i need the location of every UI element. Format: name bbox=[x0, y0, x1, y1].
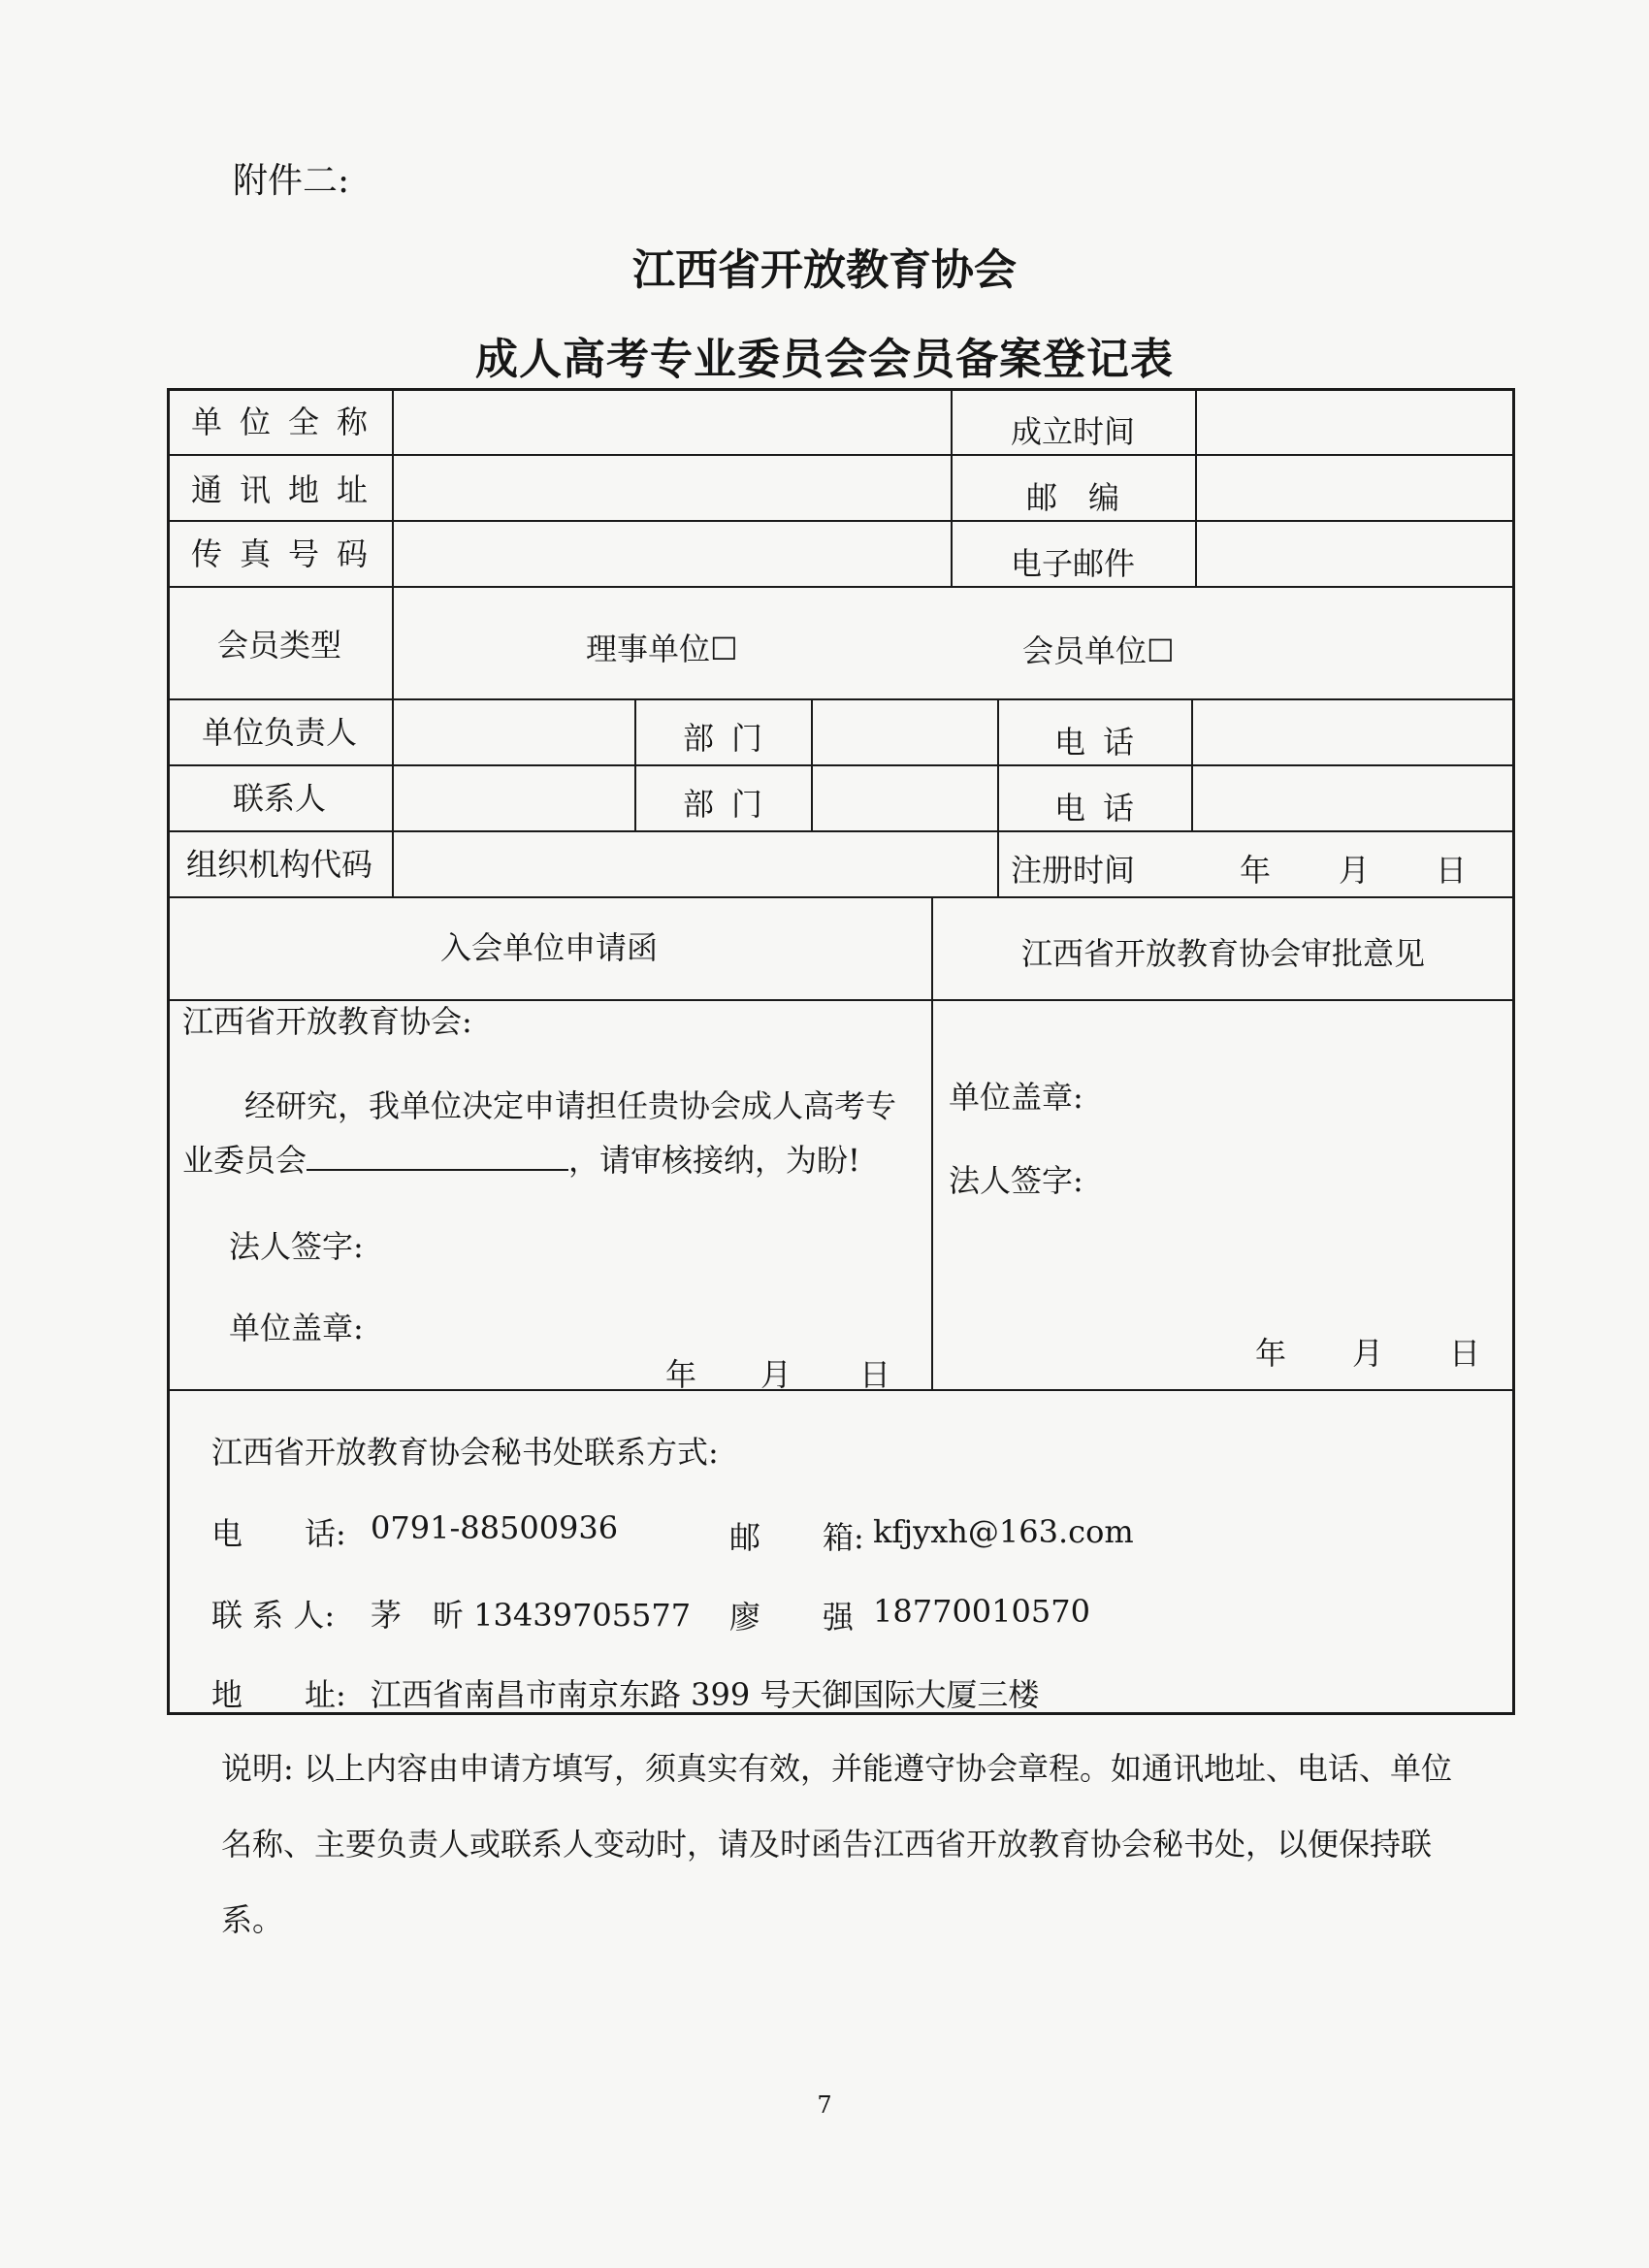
member-unit-checkbox[interactable]: ☐ bbox=[1147, 632, 1175, 669]
left-month-label: 月 bbox=[760, 1356, 792, 1393]
attachment-label: 附件二: bbox=[233, 161, 350, 201]
reg-year-label: 年 bbox=[1240, 852, 1272, 889]
label-established-time: 成立时间 bbox=[1010, 413, 1135, 450]
council-unit-checkbox[interactable]: ☐ bbox=[710, 631, 738, 667]
label-fax: 传真号码 bbox=[190, 535, 385, 572]
table-rule bbox=[167, 1389, 1515, 1391]
right-day-label: 日 bbox=[1449, 1335, 1481, 1372]
label-org-code: 组织机构代码 bbox=[185, 846, 372, 883]
option-council-unit[interactable] bbox=[586, 625, 738, 669]
secretariat-heading: 江西省开放教育协会秘书处联系方式: bbox=[211, 1434, 719, 1471]
table-rule bbox=[392, 388, 394, 896]
secretariat-contact-label: 联 系 人: bbox=[211, 1597, 336, 1634]
label-member-type: 会员类型 bbox=[216, 627, 341, 664]
table-rule bbox=[167, 586, 1515, 588]
reg-month-label: 月 bbox=[1339, 852, 1371, 889]
label-phone-2: 电话 bbox=[1053, 790, 1151, 826]
application-body bbox=[182, 1079, 920, 1187]
secretariat-address-value: 江西省南昌市南京东路 399 号天御国际大厦三楼 bbox=[371, 1676, 1040, 1713]
option-member-unit-label: 会员单位 bbox=[1022, 632, 1148, 669]
label-postcode: 邮 编 bbox=[1025, 479, 1119, 516]
table-rule bbox=[167, 830, 1515, 832]
label-email: 电子邮件 bbox=[1010, 545, 1135, 582]
right-year-label: 年 bbox=[1255, 1335, 1287, 1372]
application-body-part2: ，请审核接纳，为盼! bbox=[568, 1142, 860, 1179]
secretariat-phone-value: 0791-88500936 bbox=[371, 1509, 619, 1546]
page-number: 7 bbox=[817, 2091, 832, 2119]
secretariat-contact2-name: 廖 强 bbox=[729, 1599, 855, 1636]
table-rule bbox=[167, 520, 1515, 522]
left-day-label: 日 bbox=[859, 1356, 891, 1393]
label-department-1: 部门 bbox=[682, 720, 780, 757]
application-letter-header: 入会单位申请函 bbox=[439, 929, 658, 966]
secretariat-phone-label: 电 话: bbox=[211, 1515, 346, 1552]
form-note: 说明: 以上内容由申请方填写，须真实有效，并能遵守协会章程。如通讯地址、电话、单位名称、主要负责人或联系人变动时，请及时函告江西省开放教育协会秘书处，以便保持联系。 bbox=[221, 1750, 1452, 1938]
right-month-label: 月 bbox=[1352, 1335, 1384, 1372]
label-unit-full-name: 单位全称 bbox=[190, 404, 385, 440]
form-title-line2: 成人高考专业委员会会员备案登记表 bbox=[475, 335, 1174, 384]
left-unit-seal: 单位盖章: bbox=[229, 1310, 364, 1346]
secretariat-email-label: 邮 箱: bbox=[729, 1519, 864, 1556]
label-unit-leader: 单位负责人 bbox=[201, 714, 357, 751]
committee-role-blank[interactable] bbox=[307, 1140, 568, 1171]
reg-day-label: 日 bbox=[1436, 852, 1468, 889]
table-rule bbox=[1195, 388, 1197, 586]
right-legal-signature: 法人签字: bbox=[949, 1162, 1083, 1199]
label-contact-person: 联系人 bbox=[232, 780, 326, 817]
application-salutation: 江西省开放教育协会: bbox=[182, 1003, 472, 1040]
label-phone-1: 电话 bbox=[1053, 724, 1151, 761]
label-department-2: 部门 bbox=[682, 786, 780, 823]
left-legal-signature: 法人签字: bbox=[229, 1228, 364, 1265]
table-rule bbox=[167, 454, 1515, 456]
application-body-part1: 经研究，我单位决定申请担任贵协会成人高考专业委员会 bbox=[182, 1087, 897, 1179]
option-council-unit-label: 理事单位 bbox=[586, 631, 711, 667]
approval-opinion-header: 江西省开放教育协会审批意见 bbox=[1020, 935, 1425, 972]
left-year-label: 年 bbox=[665, 1356, 697, 1393]
table-rule bbox=[167, 764, 1515, 766]
secretariat-email-value: kfjyxh@163.com bbox=[873, 1513, 1134, 1550]
option-member-unit[interactable] bbox=[1022, 627, 1175, 671]
secretariat-contact1: 茅 昕 13439705577 bbox=[371, 1597, 692, 1634]
form-title-line1: 江西省开放教育协会 bbox=[632, 245, 1017, 295]
secretariat-address-label: 地 址: bbox=[211, 1676, 346, 1713]
secretariat-contact2-phone: 18770010570 bbox=[873, 1593, 1090, 1630]
right-unit-seal: 单位盖章: bbox=[949, 1079, 1083, 1116]
label-registration-time: 注册时间 bbox=[1011, 852, 1136, 889]
table-rule bbox=[167, 896, 1515, 898]
table-rule bbox=[167, 698, 1515, 700]
label-mailing-address: 通讯地址 bbox=[190, 471, 385, 508]
